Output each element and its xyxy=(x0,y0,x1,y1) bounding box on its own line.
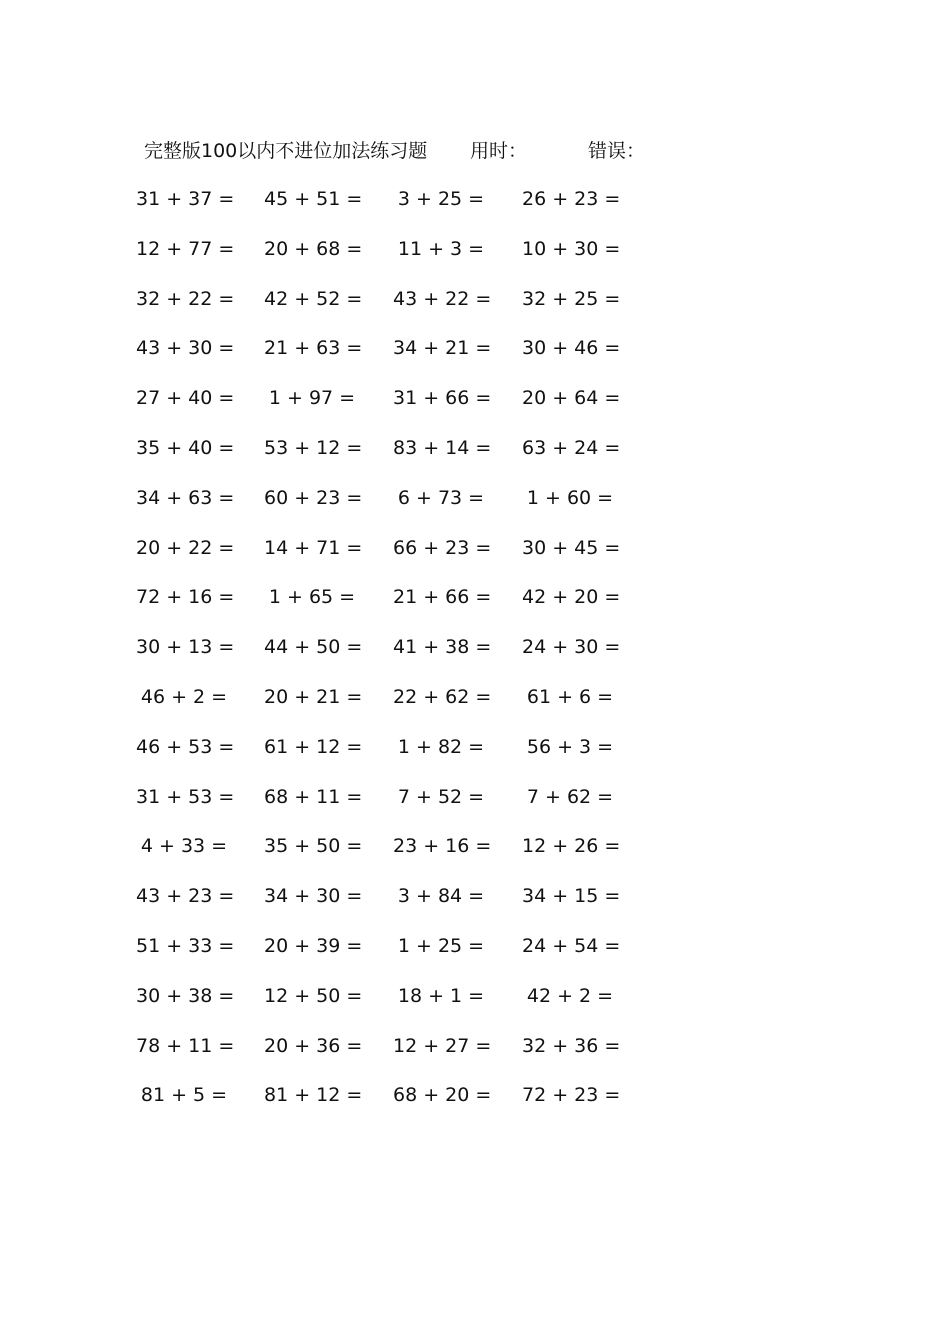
problem-grid xyxy=(136,183,660,1129)
addition-problem: 14 + 71 = xyxy=(264,536,363,559)
problem-row xyxy=(136,532,660,582)
addition-problem: 30 + 38 = xyxy=(136,984,235,1007)
addition-problem: 6 + 73 = xyxy=(397,486,485,509)
problem-row xyxy=(140,830,660,880)
addition-problem: 10 + 30 = xyxy=(522,237,621,260)
problem-row xyxy=(136,781,660,831)
worksheet-title: 完整版100以内不进位加法练习题 xyxy=(144,140,428,162)
addition-problem: 44 + 50 = xyxy=(264,636,363,659)
problem-row xyxy=(136,482,660,532)
problem-row xyxy=(136,332,660,382)
addition-problem: 72 + 16 = xyxy=(136,586,235,609)
addition-problem: 61 + 6 = xyxy=(526,685,614,708)
addition-problem: 12 + 26 = xyxy=(522,835,621,858)
problem-row xyxy=(136,631,660,681)
addition-problem: 81 + 12 = xyxy=(264,1084,363,1107)
problem-row xyxy=(136,930,660,980)
errors-label: 错误： xyxy=(588,140,646,162)
addition-problem: 34 + 63 = xyxy=(136,486,235,509)
addition-problem: 66 + 23 = xyxy=(393,536,492,559)
addition-problem: 53 + 12 = xyxy=(264,436,363,459)
addition-problem: 46 + 53 = xyxy=(136,735,235,758)
addition-problem: 32 + 36 = xyxy=(522,1034,621,1057)
problem-row xyxy=(136,432,660,482)
addition-problem: 45 + 51 = xyxy=(264,188,363,210)
addition-problem: 7 + 52 = xyxy=(397,785,485,808)
problem-row xyxy=(136,731,660,781)
addition-problem: 12 + 77 = xyxy=(136,237,235,260)
problem-row xyxy=(136,382,660,432)
addition-problem: 20 + 22 = xyxy=(136,536,235,559)
addition-problem: 21 + 66 = xyxy=(393,586,492,609)
addition-problem: 26 + 23 = xyxy=(522,188,621,210)
addition-problem: 30 + 45 = xyxy=(522,536,621,559)
problem-row xyxy=(136,581,660,631)
addition-problem: 78 + 11 = xyxy=(136,1034,235,1057)
problem-row xyxy=(136,283,660,333)
addition-problem: 81 + 5 = xyxy=(140,1084,228,1107)
addition-problem: 43 + 22 = xyxy=(393,287,492,310)
addition-problem: 34 + 15 = xyxy=(522,885,621,908)
problem-row xyxy=(140,1079,660,1129)
addition-problem: 42 + 52 = xyxy=(264,287,363,310)
addition-problem: 41 + 38 = xyxy=(393,636,492,659)
problem-row xyxy=(140,681,660,731)
addition-problem: 35 + 50 = xyxy=(264,835,363,858)
addition-problem: 3 + 25 = xyxy=(397,188,485,210)
addition-problem: 34 + 30 = xyxy=(264,885,363,908)
addition-problem: 31 + 37 = xyxy=(136,188,235,210)
addition-problem: 68 + 11 = xyxy=(264,785,363,808)
addition-problem: 42 + 20 = xyxy=(522,586,621,609)
time-label: 用时： xyxy=(470,140,528,162)
addition-problem: 83 + 14 = xyxy=(393,436,492,459)
addition-problem: 63 + 24 = xyxy=(522,436,621,459)
addition-problem: 68 + 20 = xyxy=(393,1084,492,1107)
addition-problem: 32 + 25 = xyxy=(522,287,621,310)
addition-problem: 20 + 64 = xyxy=(522,387,621,410)
addition-problem: 7 + 62 = xyxy=(526,785,614,808)
addition-problem: 1 + 65 = xyxy=(268,586,356,609)
addition-problem: 11 + 3 = xyxy=(397,237,485,260)
addition-problem: 20 + 68 = xyxy=(264,237,363,260)
addition-problem: 30 + 46 = xyxy=(522,337,621,360)
addition-problem: 56 + 3 = xyxy=(526,735,614,758)
problem-row xyxy=(136,233,660,283)
addition-problem: 51 + 33 = xyxy=(136,934,235,957)
addition-problem: 24 + 30 = xyxy=(522,636,621,659)
addition-problem: 1 + 97 = xyxy=(268,387,356,410)
addition-problem: 12 + 27 = xyxy=(393,1034,492,1057)
addition-problem: 72 + 23 = xyxy=(522,1084,621,1107)
addition-problem: 43 + 23 = xyxy=(136,885,235,908)
addition-problem: 1 + 82 = xyxy=(397,735,485,758)
addition-problem: 20 + 39 = xyxy=(264,934,363,957)
addition-problem: 20 + 21 = xyxy=(264,685,363,708)
addition-problem: 61 + 12 = xyxy=(264,735,363,758)
addition-problem: 35 + 40 = xyxy=(136,436,235,459)
addition-problem: 12 + 50 = xyxy=(264,984,363,1007)
addition-problem: 31 + 53 = xyxy=(136,785,235,808)
addition-problem: 20 + 36 = xyxy=(264,1034,363,1057)
problem-row xyxy=(136,183,660,233)
addition-problem: 23 + 16 = xyxy=(393,835,492,858)
addition-problem: 46 + 2 = xyxy=(140,685,228,708)
addition-problem: 42 + 2 = xyxy=(526,984,614,1007)
addition-problem: 43 + 30 = xyxy=(136,337,235,360)
addition-problem: 27 + 40 = xyxy=(136,387,235,410)
addition-problem: 31 + 66 = xyxy=(393,387,492,410)
addition-problem: 3 + 84 = xyxy=(397,885,485,908)
addition-problem: 1 + 25 = xyxy=(397,934,485,957)
addition-problem: 34 + 21 = xyxy=(393,337,492,360)
problem-row xyxy=(136,980,660,1030)
addition-problem: 30 + 13 = xyxy=(136,636,235,659)
addition-problem: 32 + 22 = xyxy=(136,287,235,310)
problem-row xyxy=(136,1030,660,1080)
addition-problem: 24 + 54 = xyxy=(522,934,621,957)
addition-problem: 18 + 1 = xyxy=(397,984,485,1007)
problem-row xyxy=(136,880,660,930)
addition-problem: 22 + 62 = xyxy=(393,685,492,708)
addition-problem: 4 + 33 = xyxy=(140,835,228,858)
addition-problem: 60 + 23 = xyxy=(264,486,363,509)
addition-problem: 21 + 63 = xyxy=(264,337,363,360)
addition-problem: 1 + 60 = xyxy=(526,486,614,509)
